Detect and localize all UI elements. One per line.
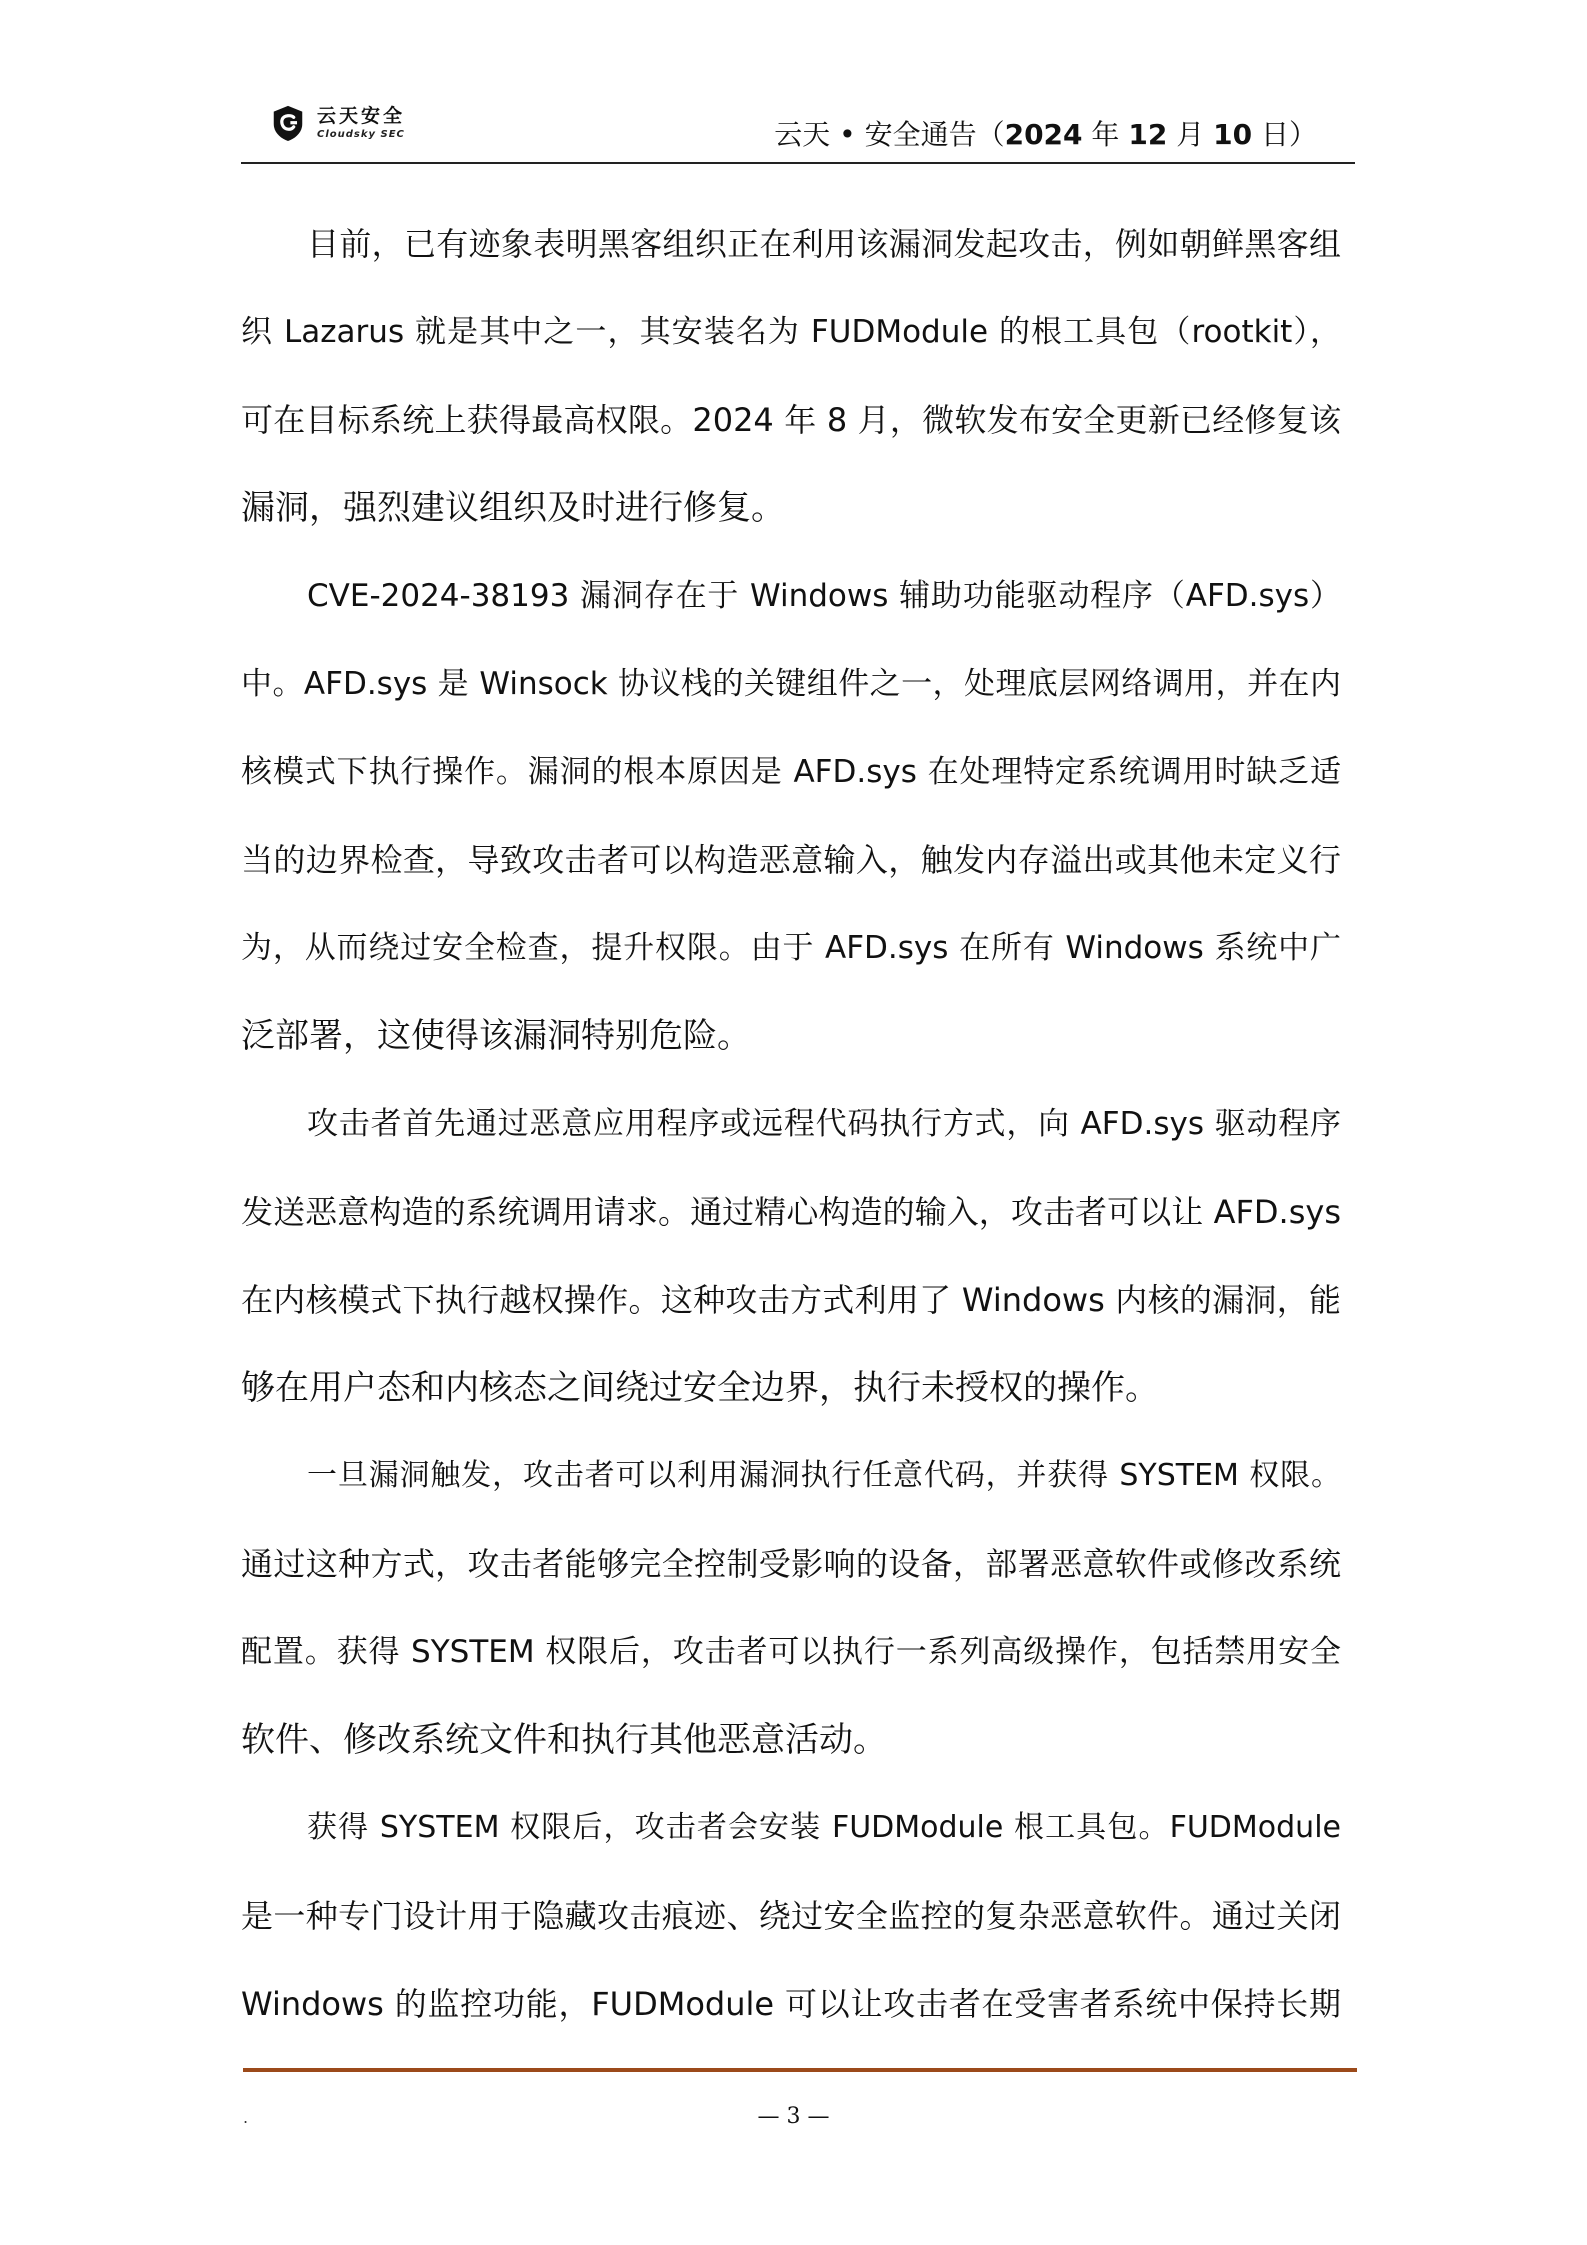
title-year: 2024 [1004, 118, 1083, 151]
text-line: 通过这种方式，攻击者能够完全控制受影响的设备，部署恶意软件或修改系统 [241, 1545, 1341, 1583]
page-number: — 3 — [757, 2104, 830, 2129]
logo-chinese-name: 云天安全 [317, 104, 406, 127]
text-line: 配置。获得 SYSTEM 权限后，攻击者可以执行一系列高级操作，包括禁用安全 [241, 1634, 1341, 1670]
text-line: 泛部署，这使得该漏洞特别危险。 [241, 1016, 751, 1056]
title-day-unit: 日） [1252, 118, 1317, 151]
footer-rule [243, 2068, 1357, 2072]
text-line: 为，从而绕过安全检查，提升权限。由于 AFD.sys 在所有 Windows 系统中广 [241, 930, 1341, 966]
text-line: 够在用户态和内核态之间绕过安全边界，执行未授权的操作。 [241, 1368, 1159, 1408]
text-line: 织 Lazarus 就是其中之一，其安装名为 FUDModule 的根工具包（rootkit）， [241, 314, 1341, 350]
page-header [241, 96, 1355, 164]
title-month: 12 [1128, 118, 1168, 151]
bulletin-title [774, 113, 1317, 153]
logo-english-name: Cloudsky SEC [317, 128, 405, 140]
title-day: 10 [1213, 118, 1253, 151]
text-line: 可在目标系统上获得最高权限。2024 年 8 月，微软发布安全更新已经修复该 [241, 401, 1341, 439]
cloudsky-shield-icon [269, 104, 307, 142]
text-line: 是一种专门设计用于隐藏攻击痕迹、绕过安全监控的复杂恶意软件。通过关闭 [241, 1897, 1341, 1935]
document-body [241, 200, 1341, 2048]
text-line: 发送恶意构造的系统调用请求。通过精心构造的输入，攻击者可以让 AFD.sys [241, 1193, 1341, 1231]
text-line: 核模式下执行操作。漏洞的根本原因是 AFD.sys 在处理特定系统调用时缺乏适 [241, 754, 1341, 790]
text-line: CVE-2024-38193 漏洞存在于 Windows 辅助功能驱动程序（AFD.sys） [307, 578, 1341, 614]
text-line: 当的边界检查，导致攻击者可以构造恶意输入，触发内存溢出或其他未定义行 [241, 841, 1341, 879]
text-line: 目前，已有迹象表明黑客组织正在利用该漏洞发起攻击，例如朝鲜黑客组 [307, 225, 1341, 263]
text-line: 在内核模式下执行越权操作。这种攻击方式利用了 Windows 内核的漏洞，能 [241, 1281, 1341, 1319]
title-month-unit: 月 [1167, 118, 1214, 151]
text-line: 攻击者首先通过恶意应用程序或远程代码执行方式，向 AFD.sys 驱动程序 [307, 1106, 1341, 1142]
text-line: 一旦漏洞触发，攻击者可以利用漏洞执行任意代码，并获得 SYSTEM 权限。 [307, 1458, 1341, 1493]
text-line: 获得 SYSTEM 权限后，攻击者会安装 FUDModule 根工具包。FUDModule [307, 1810, 1341, 1845]
text-line: 漏洞，强烈建议组织及时进行修复。 [241, 488, 785, 528]
footer-dot: . [243, 2108, 249, 2127]
title-prefix: 云天 • 安全通告（ [774, 118, 1005, 151]
text-line: 中。AFD.sys 是 Winsock 协议栈的关键组件之一，处理底层网络调用，并在内 [241, 666, 1341, 702]
title-year-unit: 年 [1082, 118, 1129, 151]
logo [269, 98, 405, 148]
text-line: 软件、修改系统文件和执行其他恶意活动。 [241, 1720, 887, 1760]
text-line: Windows 的监控功能，FUDModule 可以让攻击者在受害者系统中保持长期 [241, 1985, 1341, 2023]
